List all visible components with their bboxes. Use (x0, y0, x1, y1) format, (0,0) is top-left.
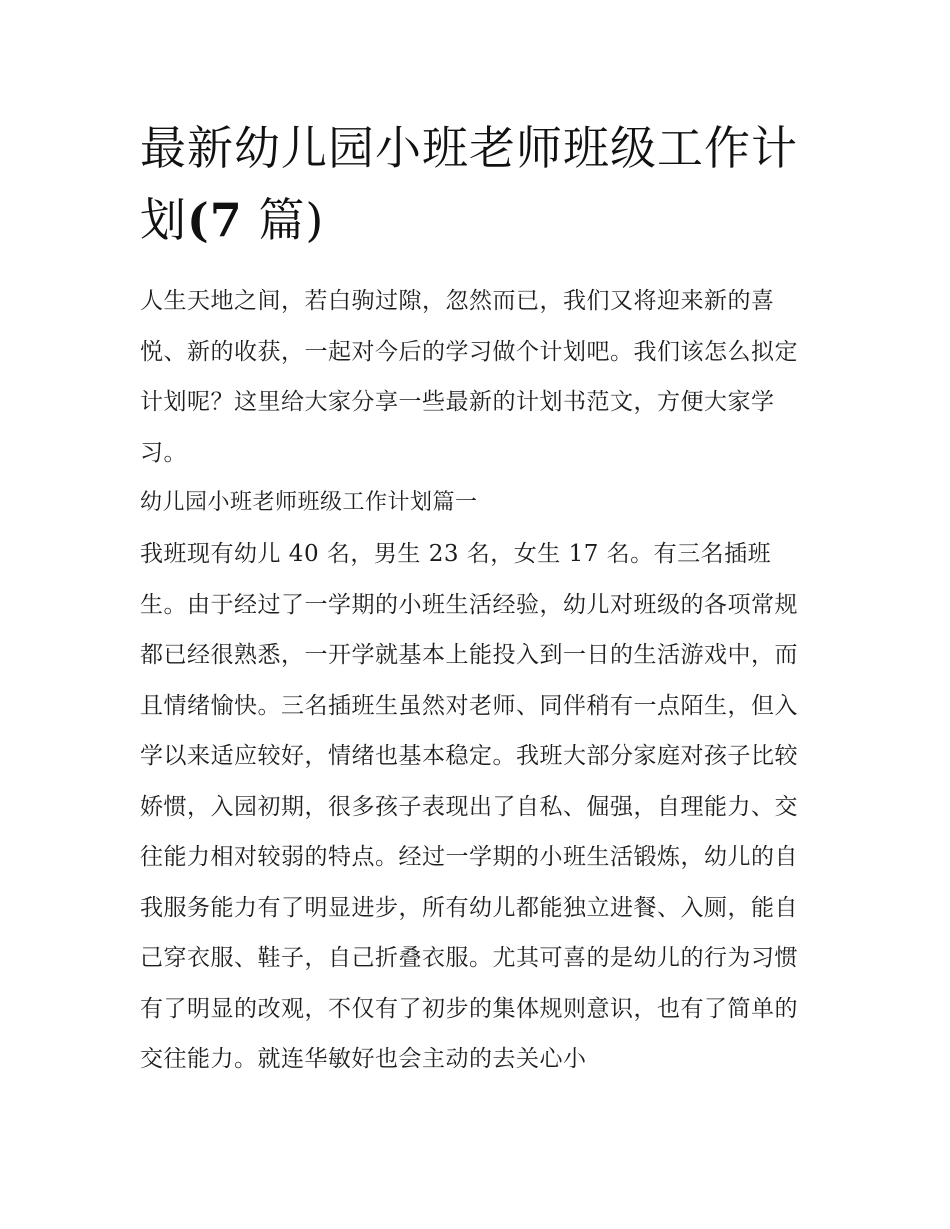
section-heading: 幼儿园小班老师班级工作计划篇一 (140, 490, 478, 515)
body-paragraph: 我班现有幼儿 40 名，男生 23 名，女生 17 名。有三名插班生。由于经过了一学期的小班生活经验，幼儿对班级的各项常规都已经很熟悉，一开学就基本上能投入到一日的生活游戏中，而且情绪愉快。三名插班生虽然对老师、同伴稍有一点陌生，但入学以来适应较好，情绪也基本稳定。我班大部分家庭对孩子比较娇惯，入园初期，很多孩子表现出了自私、倔强，自理能力、交往能力相对较弱的特点。经过一学期的小班生活锻炼，幼儿的自我服务能力有了明显进步，所有幼儿都能独立进餐、入厕，能自己穿衣服、鞋子，自己折叠衣服。尤其可喜的是幼儿的行为习惯有了明显的改观，不仅有了初步的集体规则意识，也有了简单的交往能力。就连华敏好也会主动的去关心小 (140, 541, 798, 1072)
intro-paragraph: 人生天地之间，若白驹过隙，忽然而已，我们又将迎来新的喜悦、新的收获，一起对今后的学习做个计划吧。我们该怎么拟定计划呢？这里给大家分享一些最新的计划书范文，方便大家学习。 (140, 288, 798, 466)
title-paren-open: ( (187, 193, 210, 247)
title-suffix: 篇) (242, 193, 325, 247)
title-main: 最新幼儿园小班老师班级工作计划 (140, 121, 798, 247)
document-title (140, 112, 820, 256)
title-number: 7 (209, 193, 243, 247)
